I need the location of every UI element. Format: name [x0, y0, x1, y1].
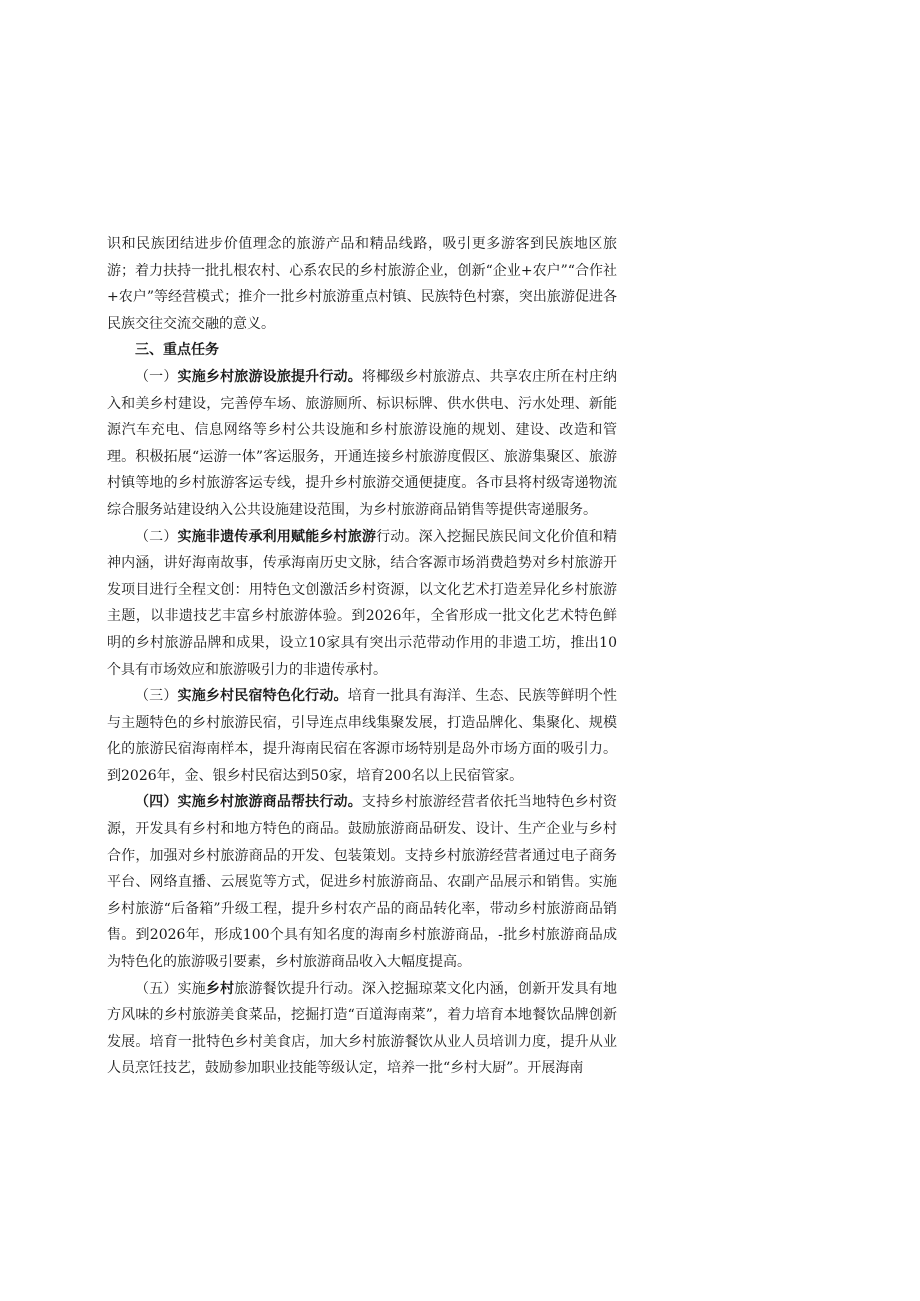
task-number-3: （三）	[135, 688, 178, 705]
task-body-3: 培育一批具有海洋、生态、民族等鲜明个性与主题特色的乡村旅游民宿，引导连点串线集聚发展，打造品牌化、集聚化、规模化的旅游民宿海南样本，提升海南民宿在客源市场特别是岛外市场方面的吸引力。到2026年，金、银乡村民宿达到50家，培育200名以上民宿管家。	[107, 688, 618, 784]
task-number-5: （五）实施	[135, 980, 206, 997]
task-title-3: 实施乡村民宿特色化行动。	[177, 688, 348, 705]
task-body-2: 行动。深入挖掘民族民间文化价值和精神内涵，讲好海南故事，传承海南历史文脉，结合客源市场消费趋势对乡村旅游开发项目进行全程文创：用特色文创激活乡村资源，以文化艺术打造差异化乡村旅游主题，以非遗技艺丰富乡村旅游体验。到2026年，全省形成一批文化艺术特色鲜明的乡村旅游品牌和成果，设立10家具有突出示范带动作用的非遗工坊，推出10个具有市场效应和旅游吸引力的非遗传承村。	[107, 528, 618, 678]
task-paragraph-4	[107, 789, 617, 975]
task-body-1: 将椰级乡村旅游点、共享农庄所在村庄纳入和美乡村建设，完善停车场、旅游厕所、标识标牌、供水供电、污水处理、新能源汽车充电、信息网络等乡村公共设施和乡村旅游设施的规划、建设、改造和管理。积极拓展“运游一体”客运服务，开通连接乡村旅游度假区、旅游集聚区、旅游村镇等地的乡村旅游客运专线，提升乡村旅游交通便捷度。各市县将村级寄递物流综合服务站建设纳入公共设施建设范围，为乡村旅游商品销售等提供寄递服务。	[107, 368, 618, 518]
document-body	[107, 231, 617, 1082]
task-title-5: 乡村	[205, 980, 235, 997]
section-heading: 三、重点任务	[135, 342, 219, 359]
task-paragraph-2	[107, 524, 617, 684]
task-number-4: （四）	[135, 794, 178, 811]
task-paragraph-1	[107, 364, 617, 524]
task-title-2: 实施非遗传承利用赋能乡村旅游	[177, 528, 377, 545]
task-number-2: （二）	[135, 528, 178, 545]
task-title-4: 实施乡村旅游商品帮扶行动。	[177, 794, 362, 811]
task-paragraph-3	[107, 683, 617, 789]
intro-paragraph: 识和民族团结进步价值理念的旅游产品和精品线路，吸引更多游客到民族地区旅游；着力扶持一批扎根农村、心系农民的乡村旅游企业，创新“企业+农户”“合作社+农户”等经营模式；推介一批乡村旅游重点村镇、民族特色村寨，突出旅游促进各民族交往交流交融的意义。	[107, 236, 617, 332]
task-paragraph-5	[107, 976, 617, 1082]
task-number-1: （一）	[135, 368, 178, 385]
task-body-4: 支持乡村旅游经营者依托当地特色乡村资源，开发具有乡村和地方特色的商品。鼓励旅游商品研发、设计、生产企业与乡村合作，加强对乡村旅游商品的开发、包装策划。支持乡村旅游经营者通过电子商务平台、网络直播、云展览等方式，促进乡村旅游商品、农副产品展示和销售。实施乡村旅游“后备箱”升级工程，提升乡村农产品的商品转化率，带动乡村旅游商品销售。到2026年，形成100个具有知名度的海南乡村旅游商品，-批乡村旅游商品成为特色化的旅游吸引要素，乡村旅游商品收入大幅度提高。	[107, 794, 618, 971]
task-title-1: 实施乡村旅游设旅提升行动。	[177, 368, 362, 385]
task-body-5: 旅游餐饮提升行动。深入挖掘琼菜文化内涵，创新开发具有地方风味的乡村旅游美食菜品，挖掘打造“百道海南菜”，着力培育本地餐饮品牌创新发展。培育一批特色乡村美食店，加大乡村旅游餐饮从业人员培训力度，提升从业人员烹饪技艺，鼓励参加职业技能等级认定，培养一批“乡村大厨”。开展海南	[107, 980, 618, 1077]
